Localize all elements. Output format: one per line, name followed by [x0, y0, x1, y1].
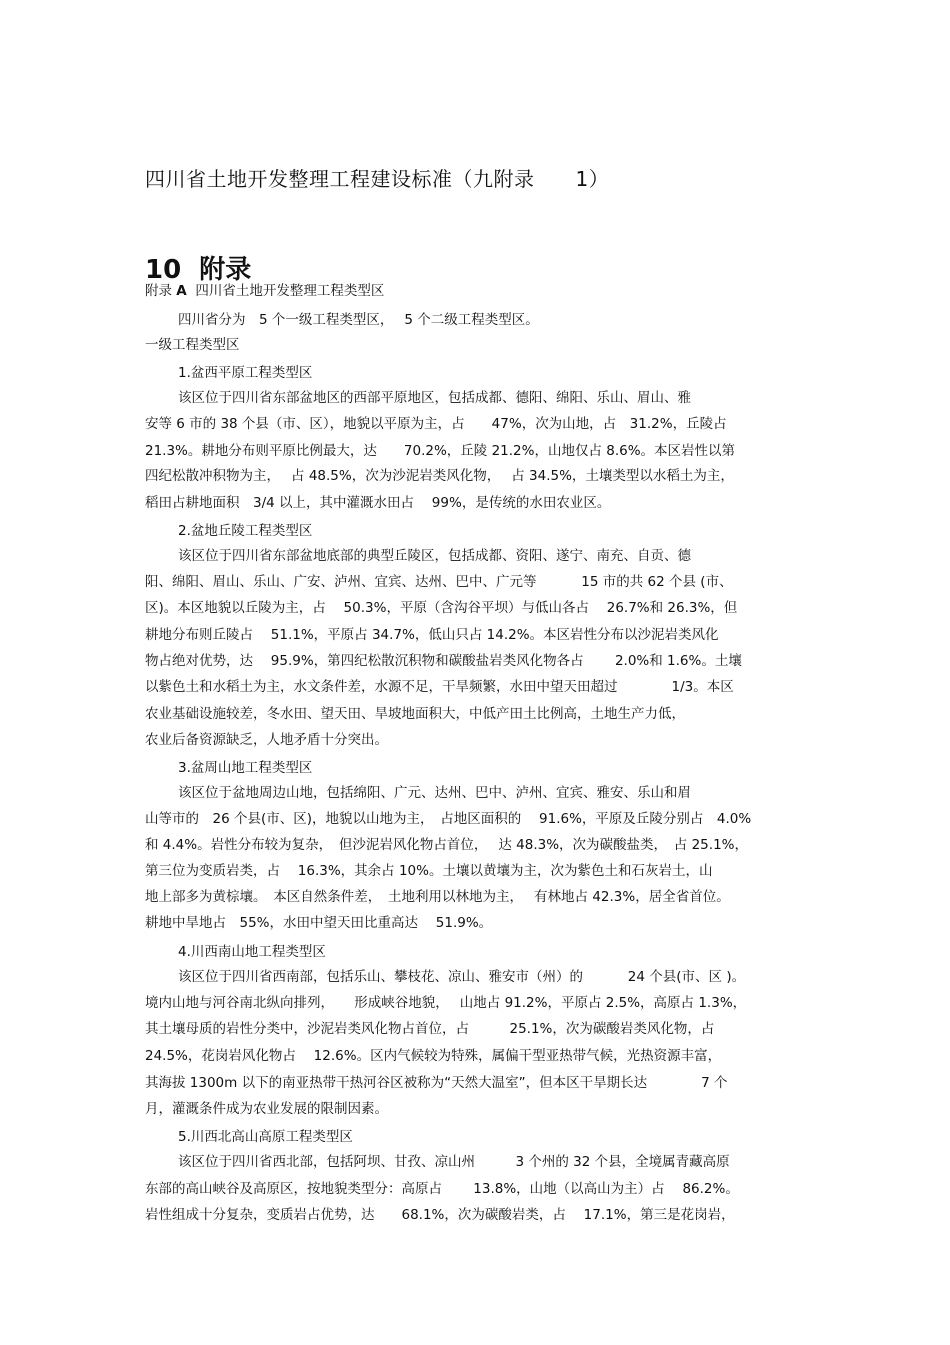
- paragraph-line: 月，灌溉条件成为农业发展的限制因素。: [145, 1101, 388, 1117]
- paragraph-line: 安等 6 市的 38 个县（市、区），地貌以平原为主，占 47%，次为山地，占 31.2%，丘陵占: [145, 416, 727, 432]
- paragraph-line: 农业基础设施较差，冬水田、望天田、旱坡地面积大，中低产田土比例高，土地生产力低，: [145, 706, 685, 722]
- subsection-heading: 3.盆周山地工程类型区: [178, 760, 313, 776]
- paragraph-line: 其土壤母质的岩性分类中，沙泥岩类风化物占首位，占 25.1%，次为碳酸岩类风化物，占: [145, 1021, 715, 1037]
- paragraph-line: 耕地中旱地占 55%，水田中望天田比重高达 51.9%。: [145, 915, 493, 931]
- subsection-heading: 1.盆西平原工程类型区: [178, 365, 313, 381]
- paragraph-line: 21.3%。耕地分布则平原比例最大，达 70.2%，丘陵 21.2%，山地仅占 8.6%。本区岩性以第: [145, 443, 736, 459]
- paragraph-line: 以紫色土和水稻土为主，水文条件差，水源不足，干旱频繁，水田中望天田超过 1/3。本区: [145, 679, 734, 695]
- paragraph-line: 该区位于四川省西北部，包括阿坝、甘孜、凉山州 3 个州的 32 个县，全境属青藏高原: [178, 1154, 730, 1170]
- section-heading: 一级工程类型区: [145, 337, 240, 353]
- appendix-title: 四川省土地开发整理工程类型区: [186, 283, 385, 299]
- chapter-heading: 10 附录: [145, 255, 252, 285]
- paragraph-line: 地上部多为黄棕壤。 本区自然条件差， 土地利用以林地为主， 有林地占 42.3%，居全省首位。: [145, 889, 730, 905]
- paragraph-line: 该区位于四川省东部盆地区的西部平原地区，包括成都、德阳、绵阳、乐山、眉山、雅: [178, 390, 691, 406]
- paragraph-line: 和 4.4%。岩性分布较为复杂， 但沙泥岩风化物占首位， 达 48.3%，次为碳酸盐类， 占 25.1%，: [145, 837, 748, 853]
- paragraph-line: 阳、绵阳、眉山、乐山、广安、泸州、宜宾、达州、巴中、广元等 15 市的共 62 个县 (市、: [145, 574, 733, 590]
- paragraph-line: 该区位于盆地周边山地，包括绵阳、广元、达州、巴中、泸州、宜宾、雅安、乐山和眉: [178, 785, 691, 801]
- subsection-heading: 4.川西南山地工程类型区: [178, 944, 326, 960]
- paragraph-line: 24.5%，花岗岩风化物占 12.6%。区内气候较为特殊，属偏干型亚热带气候，光热资源丰富，: [145, 1048, 722, 1064]
- paragraph-line: 山等市的 26 个县(市、区)，地貌以山地为主， 占地区面积的 91.6%，平原及丘陵分别占 4.0%: [145, 811, 752, 827]
- paragraph-line: 其海拔 1300m 以下的南亚热带干热河谷区被称为“天然大温室”，但本区干旱期长达 7 个: [145, 1075, 728, 1091]
- paragraph-line: 境内山地与河谷南北纵向排列， 形成峡谷地貌， 山地占 91.2%，平原占 2.5%，高原占 1.3%，: [145, 995, 747, 1011]
- subsection-heading: 5.川西北高山高原工程类型区: [178, 1129, 353, 1145]
- appendix-letter: A: [176, 283, 187, 299]
- appendix-prefix: 附录: [145, 283, 177, 299]
- subsection-heading: 2.盆地丘陵工程类型区: [178, 523, 313, 539]
- appendix-heading: [145, 282, 384, 300]
- intro-line: 四川省分为 5 个一级工程类型区， 5 个二级工程类型区。: [178, 312, 539, 328]
- paragraph-line: 第三位为变质岩类，占 16.3%，其余占 10%。土壤以黄壤为主，次为紫色土和石灰岩土，山: [145, 863, 713, 879]
- paragraph-line: 稻田占耕地面积 3/4 以上，其中灌溉水田占 99%，是传统的水田农业区。: [145, 495, 611, 511]
- paragraph-line: 该区位于四川省西南部，包括乐山、攀枝花、凉山、雅安市（州）的 24 个县(市、区 )。: [178, 969, 746, 985]
- paragraph-line: 耕地分布则丘陵占 51.1%，平原占 34.7%，低山只占 14.2%。本区岩性分布以沙泥岩类风化: [145, 627, 719, 643]
- paragraph-line: 农业后备资源缺乏，人地矛盾十分突出。: [145, 732, 388, 748]
- paragraph-line: 区)。本区地貌以丘陵为主，占 50.3%，平原（含沟谷平坝）与低山各占 26.7%和 26.3%，但: [145, 600, 738, 616]
- document-title: 四川省土地开发整理工程建设标准（九附录 1）: [145, 167, 610, 191]
- paragraph-line: 物占绝对优势，达 95.9%，第四纪松散沉积物和碳酸盐岩类风化物各占 2.0%和 1.6%。土壤: [145, 653, 742, 669]
- paragraph-line: 岩性组成十分复杂，变质岩占优势，达 68.1%，次为碳酸岩类，占 17.1%，第三是花岗岩，: [145, 1207, 735, 1223]
- paragraph-line: 四纪松散冲积物为主， 占 48.5%，次为沙泥岩类风化物， 占 34.5%，土壤类型以水稻土为主，: [145, 468, 734, 484]
- paragraph-line: 该区位于四川省东部盆地底部的典型丘陵区，包括成都、资阳、遂宁、南充、自贡、德: [178, 548, 691, 564]
- paragraph-line: 东部的高山峡谷及高原区，按地貌类型分：高原占 13.8%，山地（以高山为主）占 86.2%。: [145, 1181, 739, 1197]
